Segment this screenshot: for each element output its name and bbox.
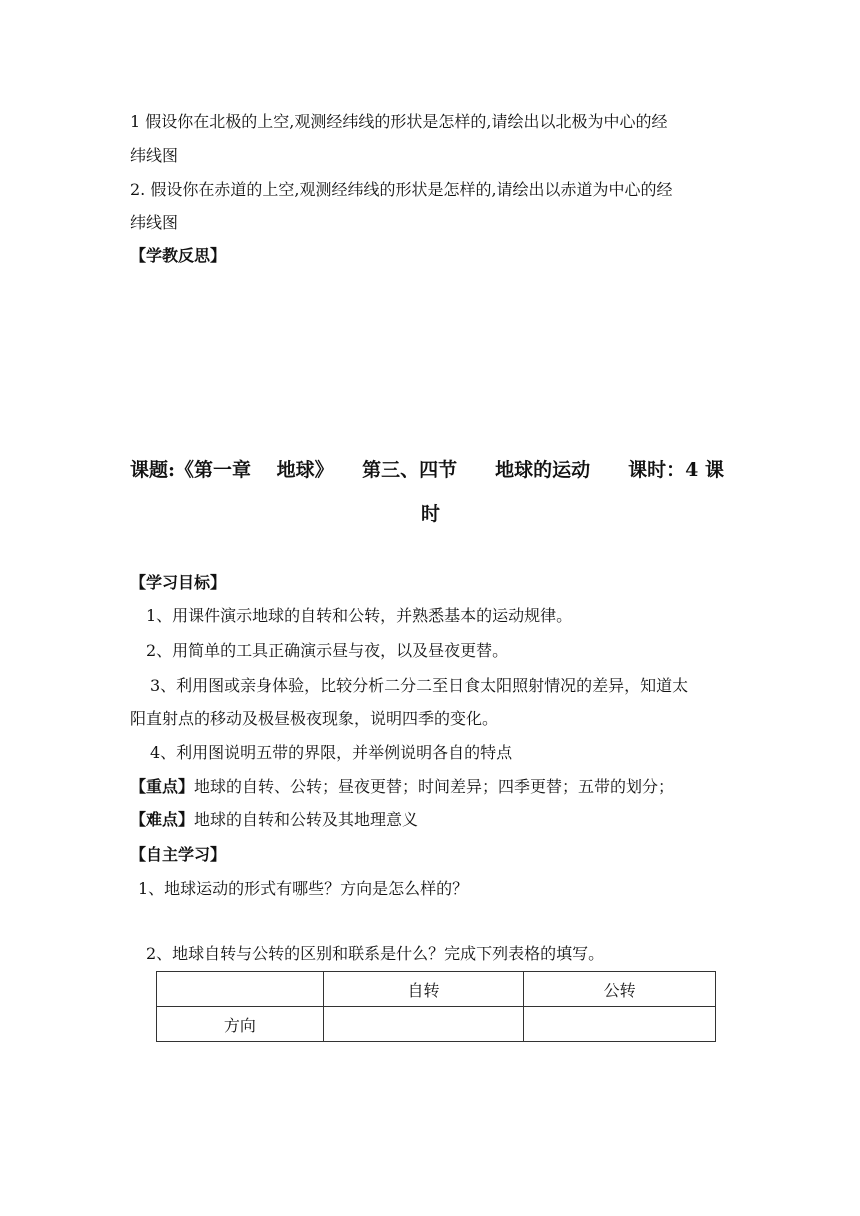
rotation-revolution-table [156,971,716,1042]
key-points-text: 地球的自转、公转；昼夜更替；时间差异；四季更替；五带的划分； [194,777,675,796]
key-points-label: 【重点】 [130,777,195,796]
objectives-heading: 【学习目标】 [130,573,227,592]
table-header-cell: 自转 [323,972,524,1007]
difficult-points-text: 地球的自转和公转及其地理意义 [194,810,419,829]
objective-item: 阳直射点的移动及极昼极夜现象，说明四季的变化。 [130,709,499,728]
lesson-title-line-1: 课题:《第一章 地球》 第三、四节 地球的运动 课时：4 课 [130,459,724,481]
question-2-line-1: 2. 假设你在赤道的上空,观测经纬线的形状是怎样的,请绘出以赤道为中心的经 [130,180,673,199]
objective-item: 4、利用图说明五带的界限，并举例说明各自的特点 [150,743,513,762]
self-study-question-1: 1、地球运动的形式有哪些？方向是怎么样的？ [138,879,469,898]
table-header-cell: 公转 [524,972,716,1007]
objective-item: 3、利用图或亲身体验，比较分析二分二至日食太阳照射情况的差异，知道太 [150,676,689,695]
difficult-points [130,810,418,830]
objective-item: 1、用课件演示地球的自转和公转，并熟悉基本的运动规律。 [146,606,573,625]
reflection-heading: 【学教反思】 [130,246,227,265]
self-study-heading: 【自主学习】 [130,845,227,864]
question-2-line-2: 纬线图 [130,213,179,232]
key-points [130,777,674,797]
self-study-question-2: 2、地球自转与公转的区别和联系是什么？完成下列表格的填写。 [146,944,605,963]
difficult-points-label: 【难点】 [130,810,195,829]
table-header-row [157,972,716,1007]
lesson-title-line-2: 时 [421,503,441,525]
table-cell[interactable] [524,1007,716,1042]
objective-item: 2、用简单的工具正确演示昼与夜，以及昼夜更替。 [146,641,509,660]
table-cell[interactable] [323,1007,524,1042]
question-1-line-1: 1 假设你在北极的上空,观测经纬线的形状是怎样的,请绘出以北极为中心的经 [130,112,668,131]
question-1-line-2: 纬线图 [130,146,179,165]
table-cell: 方向 [157,1007,324,1042]
table-row [157,1007,716,1042]
table-header-cell [157,972,324,1007]
